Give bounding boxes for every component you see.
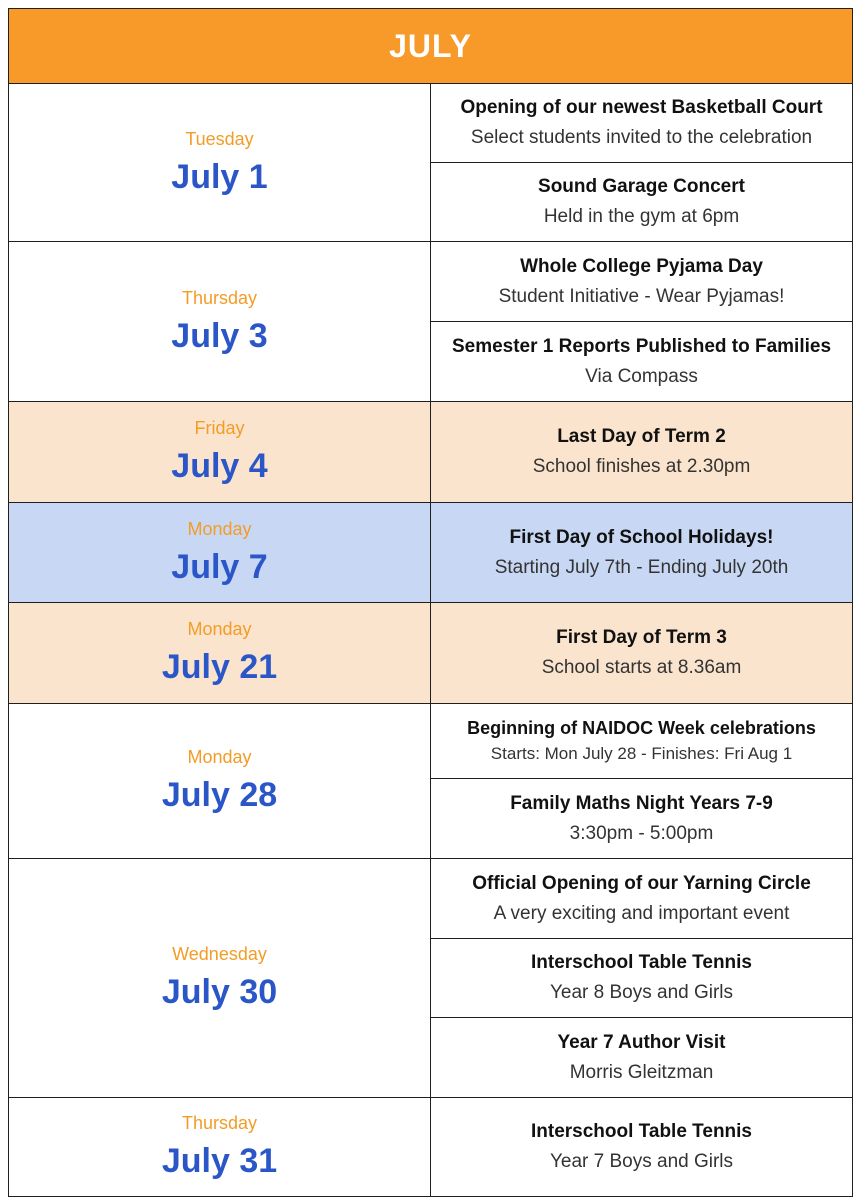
event-title: Interschool Table Tennis [531,952,752,973]
date-cell [9,859,431,1098]
event-title: Semester 1 Reports Published to Families [451,335,832,357]
event-cell [431,402,853,503]
date-label: July 31 [161,1142,278,1180]
event-subtitle: A very exciting and important event [493,902,790,924]
event-title: First Day of School Holidays! [509,526,774,548]
event-subtitle: School finishes at 2.30pm [532,456,751,477]
date-cell [9,242,431,402]
event-title: Year 7 Author Visit [557,1031,726,1053]
event-cell [431,163,853,242]
event-title: Whole College Pyjama Day [520,255,763,277]
event-subtitle: Morris Gleitzman [569,1061,714,1083]
event-cell [431,242,853,322]
event-title: Interschool Table Tennis [531,1121,752,1142]
event-subtitle: Via Compass [585,365,698,387]
weekday-label: Monday [187,619,252,639]
event-subtitle: Year 7 Boys and Girls [549,1151,734,1172]
event-subtitle: Starts: Mon July 28 - Finishes: Fri Aug 1 [490,744,793,763]
date-cell [9,603,431,704]
event-cell [431,1098,853,1197]
date-label: July 1 [171,157,268,196]
date-cell [9,704,431,859]
event-cell [431,704,853,779]
event-cell [431,779,853,859]
weekday-label: Thursday [181,1113,258,1133]
weekday-label: Friday [194,418,245,438]
event-title: Sound Garage Concert [538,176,745,197]
event-title: Last Day of Term 2 [557,426,726,447]
date-label: July 7 [171,547,268,586]
month-header: JULY [9,9,853,84]
day-row [9,242,853,322]
weekday-label: Thursday [181,287,258,308]
event-calendar [8,8,853,1197]
event-title: First Day of Term 3 [556,627,727,648]
event-subtitle: Held in the gym at 6pm [543,206,740,227]
event-subtitle: 3:30pm - 5:00pm [569,822,714,844]
day-row [9,603,853,704]
event-title: Beginning of NAIDOC Week celebrations [467,718,816,738]
day-row [9,1098,853,1197]
event-cell [431,84,853,163]
event-cell [431,1018,853,1098]
day-row [9,402,853,503]
date-cell [9,503,431,603]
day-row [9,503,853,603]
event-subtitle: Year 8 Boys and Girls [549,982,734,1003]
date-label: July 3 [171,316,268,355]
event-cell [431,939,853,1018]
event-cell [431,859,853,939]
event-cell [431,603,853,704]
calendar-table [8,8,853,1197]
event-title: Family Maths Night Years 7-9 [510,792,773,814]
date-label: July 30 [161,973,278,1011]
date-label: July 28 [161,776,278,814]
day-row [9,859,853,939]
date-cell [9,1098,431,1197]
event-subtitle: Starting July 7th - Ending July 20th [494,556,789,578]
event-cell [431,322,853,402]
date-label: July 21 [161,648,278,686]
event-cell [431,503,853,603]
weekday-label: Monday [187,518,252,539]
day-row [9,704,853,779]
event-subtitle: School starts at 8.36am [541,657,742,678]
day-row [9,84,853,163]
event-subtitle: Select students invited to the celebration [470,127,813,148]
date-label: July 4 [171,447,268,485]
weekday-label: Tuesday [185,128,254,149]
event-title: Official Opening of our Yarning Circle [472,872,811,894]
weekday-label: Wednesday [172,944,267,964]
date-cell [9,402,431,503]
weekday-label: Monday [187,747,252,767]
event-title: Opening of our newest Basketball Court [460,97,823,118]
event-subtitle: Student Initiative - Wear Pyjamas! [498,285,785,307]
date-cell [9,84,431,242]
